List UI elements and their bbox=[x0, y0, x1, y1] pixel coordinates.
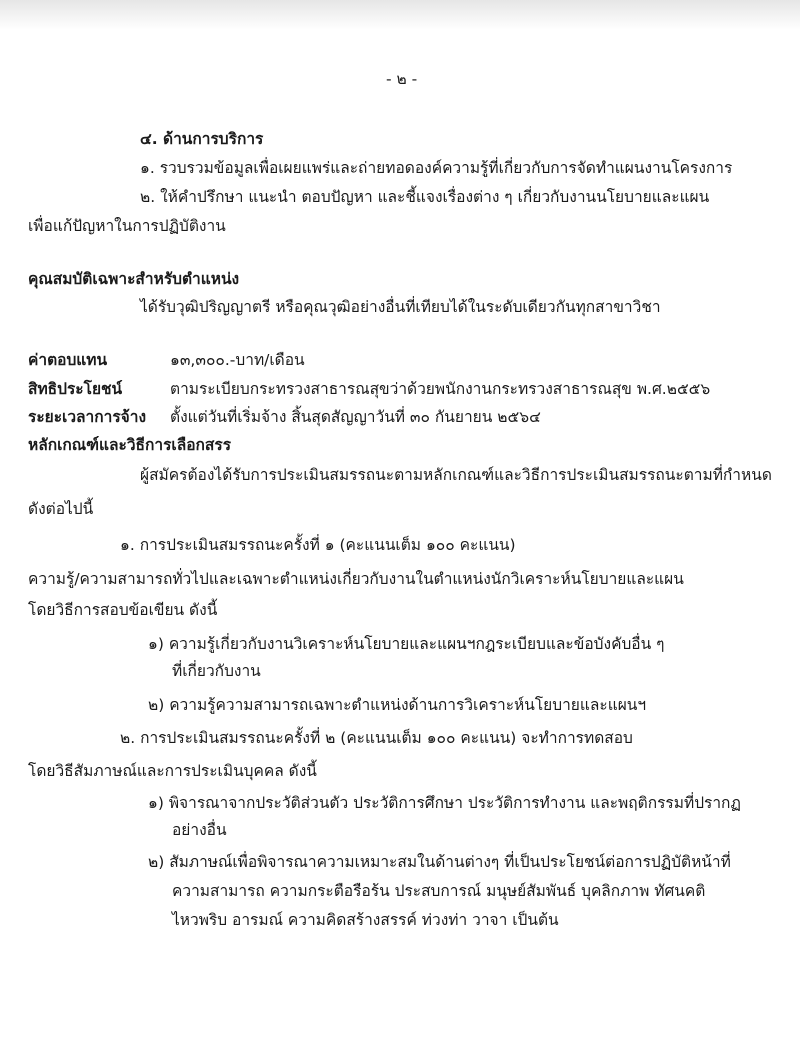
qualifications-text: ได้รับวุฒิปริญญาตรี หรือคุณวุฒิอย่างอื่นที่เทียบได้ในระดับเดียวกันทุกสาขาวิชา bbox=[140, 298, 661, 316]
compensation-value: ๑๓,๓๐๐.-บาท/เดือน bbox=[170, 351, 305, 369]
round1-desc-line1: ความรู้/ความสามารถทั่วไปและเฉพาะตำแหน่งเกี่ยวกับงานในตำแหน่งนักวิเคราะห์นโยบายและแผน bbox=[28, 570, 684, 588]
qualifications-heading: คุณสมบัติเฉพาะสำหรับตำแหน่ง bbox=[28, 270, 240, 288]
round2-sub2-line2: ความสามารถ ความกระตือรือร้น ประสบการณ์ มนุษย์สัมพันธ์ บุคลิกภาพ ทัศนคติ bbox=[172, 882, 706, 900]
benefits-label: สิทธิประโยชน์ bbox=[28, 380, 123, 398]
service-item-2-line2: เพื่อแก้ปัญหาในการปฏิบัติงาน bbox=[28, 217, 226, 235]
round2-sub1-line2: อย่างอื่น bbox=[172, 821, 227, 839]
service-item-2-line1: ๒. ให้คำปรึกษา แนะนำ ตอบปัญหา และชี้แจงเรื่องต่าง ๆ เกี่ยวกับงานนโยบายและแผน bbox=[140, 188, 710, 206]
round1-sub2: ๒) ความรู้ความสามารถเฉพาะตำแหน่งด้านการวิเคราะห์นโยบายและแผนฯ bbox=[148, 696, 647, 714]
round1-sub1-line1: ๑) ความรู้เกี่ยวกับงานวิเคราะห์นโยบายและแผนฯกฎระเบียบและข้อบังคับอื่น ๆ bbox=[148, 635, 665, 653]
selection-intro-line2: ดังต่อไปนี้ bbox=[28, 500, 94, 518]
round1-desc-line2: โดยวิธีการสอบข้อเขียน ดังนี้ bbox=[28, 601, 218, 619]
section-heading-service: ๔. ด้านการบริการ bbox=[140, 130, 264, 148]
round2-title: ๒. การประเมินสมรรถนะครั้งที่ ๒ (คะแนนเต็ม ๑๐๐ คะแนน) จะทำการทดสอบ bbox=[120, 729, 633, 747]
employment-period-label: ระยะเวลาการจ้าง bbox=[28, 408, 147, 426]
benefits-value: ตามระเบียบกระทรวงสาธารณสุขว่าด้วยพนักงานกระทรวงสาธารณสุข พ.ศ.๒๕๕๖ bbox=[170, 380, 711, 398]
round2-sub1-line1: ๑) พิจารณาจากประวัติส่วนตัว ประวัติการศึกษา ประวัติการทำงาน และพฤติกรรมที่ปรากฏ bbox=[148, 794, 741, 812]
round1-sub1-line2: ที่เกี่ยวกับงาน bbox=[172, 662, 261, 680]
round2-sub2-line1: ๒) สัมภาษณ์เพื่อพิจารณาความเหมาะสมในด้านต่างๆ ที่เป็นประโยชน์ต่อการปฏิบัติหน้าที่ bbox=[148, 853, 731, 871]
scan-shadow bbox=[0, 0, 800, 30]
round2-sub2-line3: ไหวพริบ อารมณ์ ความคิดสร้างสรรค์ ท่วงท่า วาจา เป็นต้น bbox=[172, 911, 559, 929]
service-item-1: ๑. รวบรวมข้อมูลเพื่อเผยแพร่และถ่ายทอดองค์ความรู้ที่เกี่ยวกับการจัดทำแผนงานโครงการ bbox=[140, 159, 733, 177]
selection-heading: หลักเกณฑ์และวิธีการเลือกสรร bbox=[28, 436, 232, 454]
page-number: - ๒ - bbox=[386, 70, 418, 88]
employment-period-value: ตั้งแต่วันที่เริ่มจ้าง สิ้นสุดสัญญาวันที่ ๓๐ กันยายน ๒๕๖๔ bbox=[170, 408, 541, 426]
round2-desc: โดยวิธีสัมภาษณ์และการประเมินบุคคล ดังนี้ bbox=[28, 762, 317, 780]
compensation-label: ค่าตอบแทน bbox=[28, 351, 108, 369]
selection-intro-line1: ผู้สมัครต้องได้รับการประเมินสมรรถนะตามหลักเกณฑ์และวิธีการประเมินสมรรถนะตามที่กำหนด bbox=[140, 466, 772, 484]
round1-title: ๑. การประเมินสมรรถนะครั้งที่ ๑ (คะแนนเต็ม ๑๐๐ คะแนน) bbox=[120, 536, 516, 554]
